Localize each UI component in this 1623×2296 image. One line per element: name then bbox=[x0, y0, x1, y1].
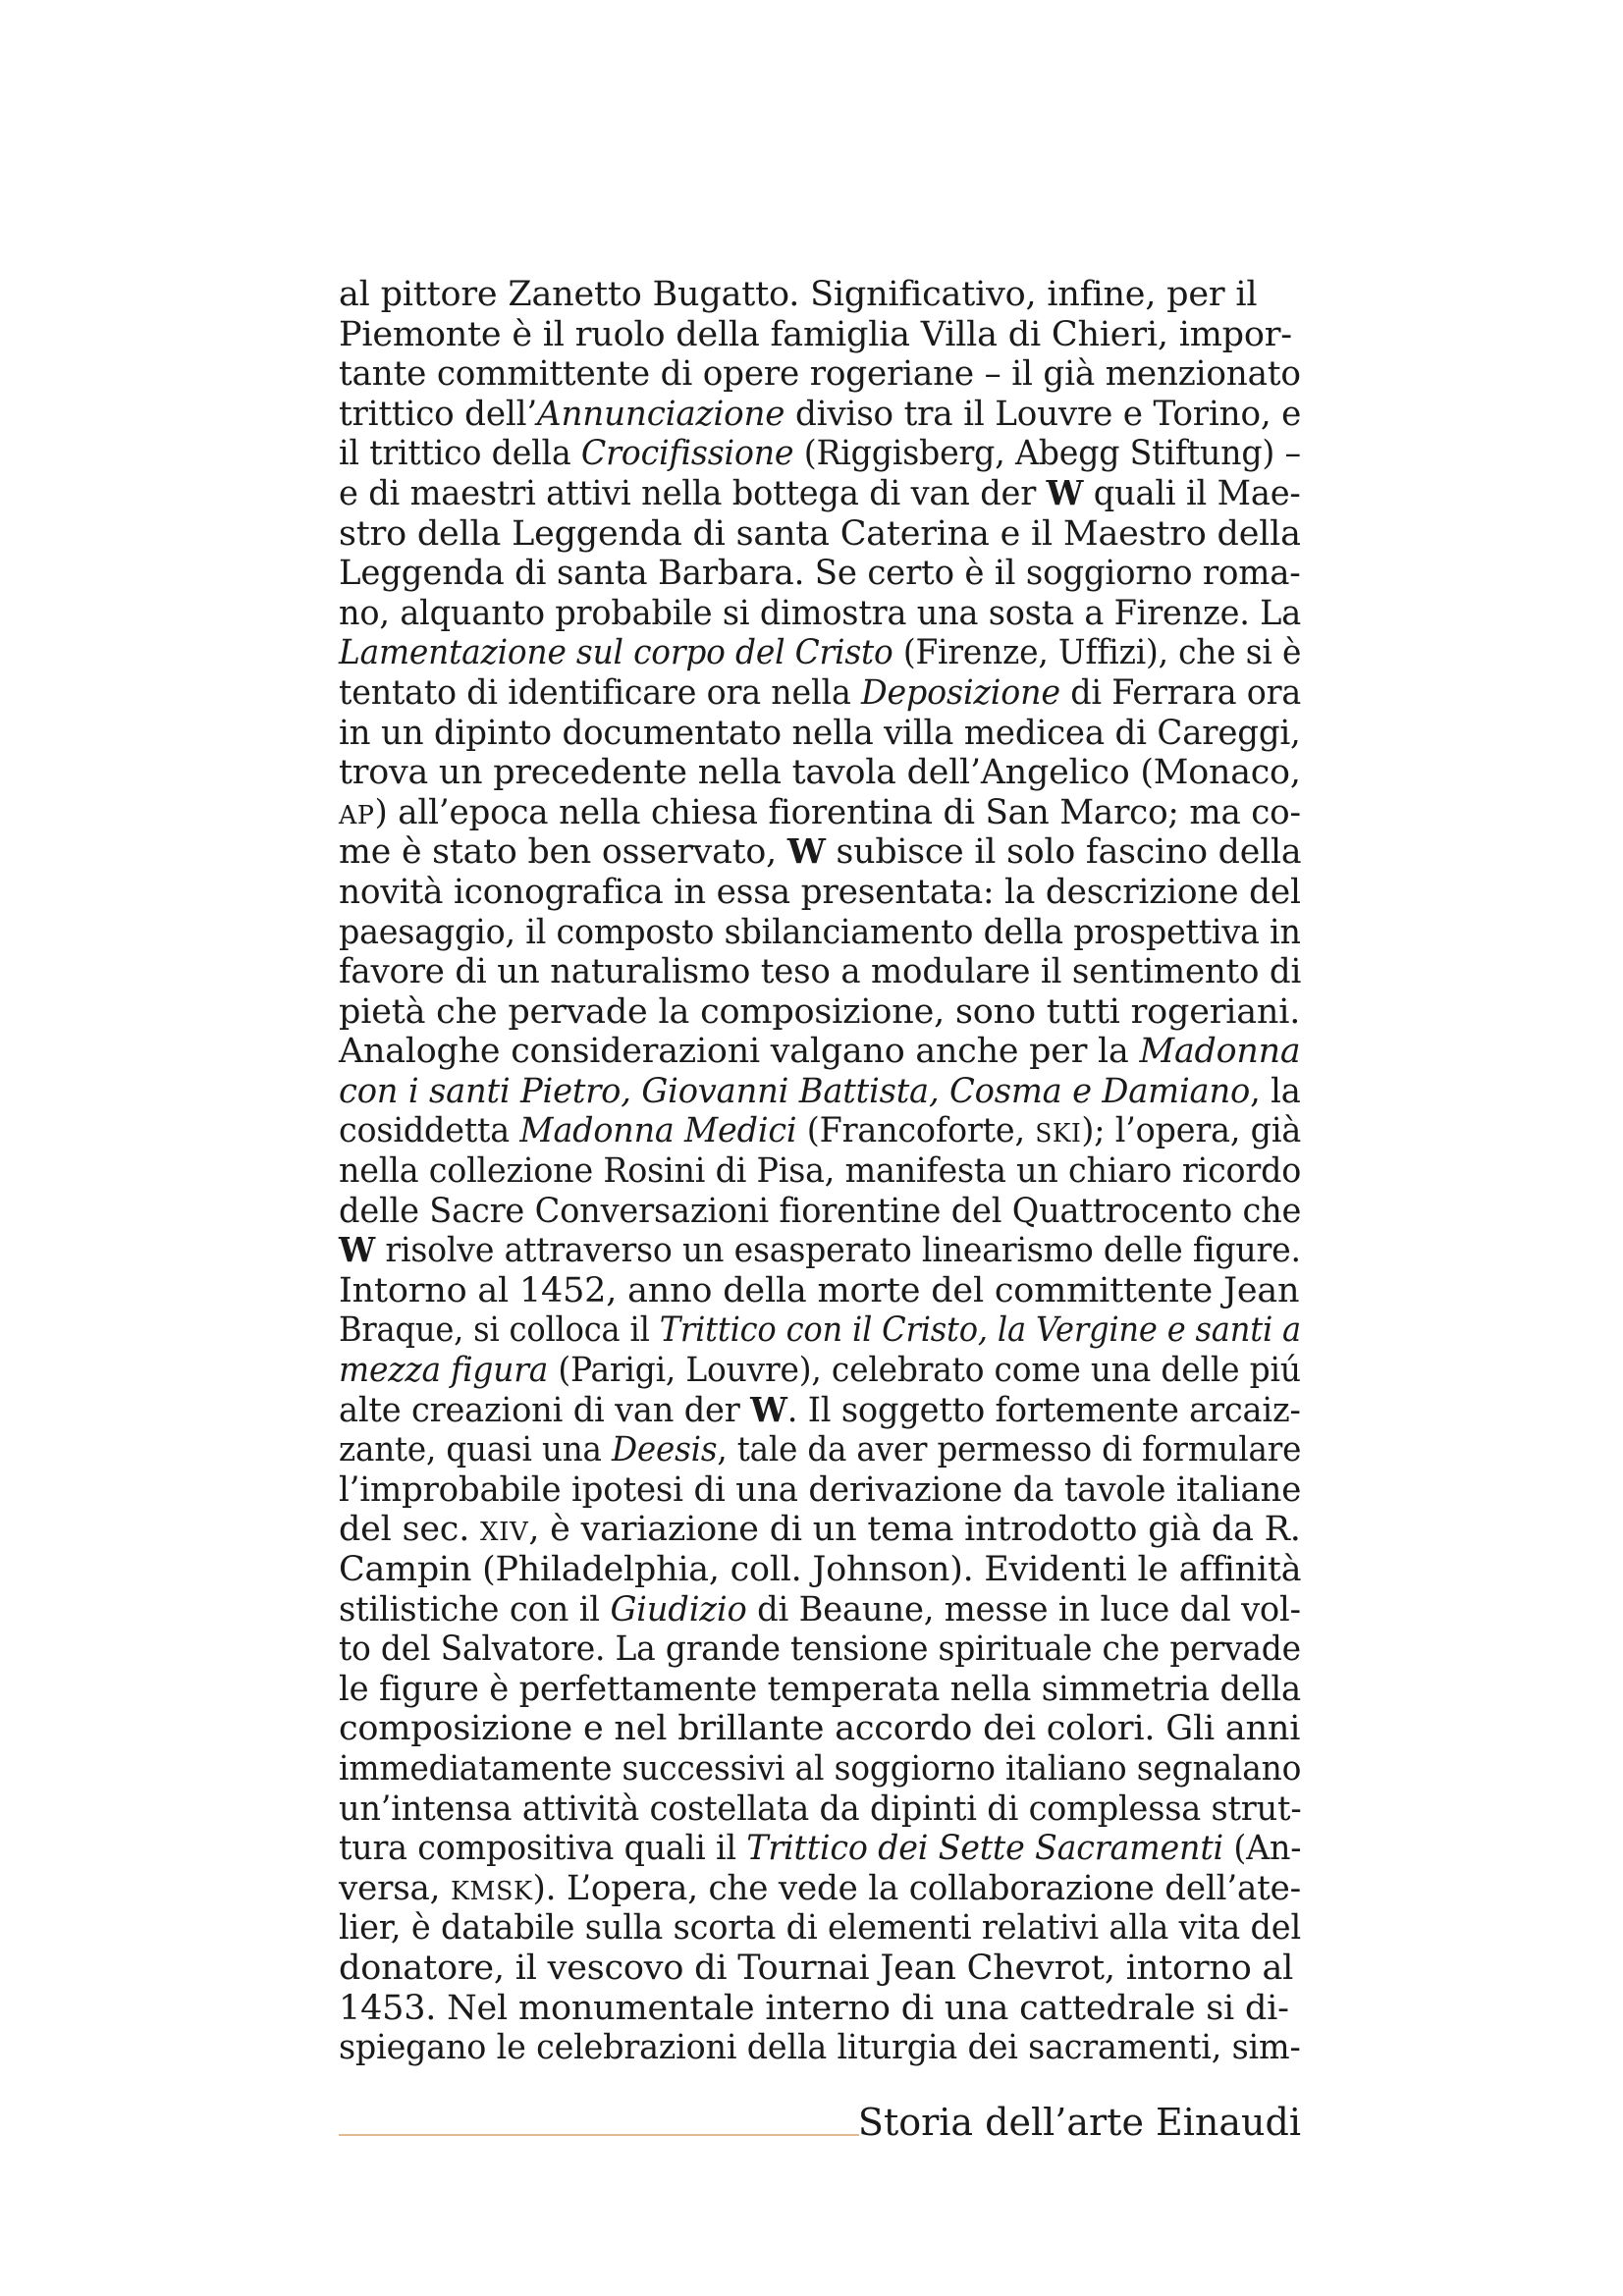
text-line bbox=[339, 872, 1301, 913]
footer-rule bbox=[339, 2134, 859, 2136]
text-segment: Lamentazione sul corpo del Cristo bbox=[339, 633, 893, 673]
text-segment: to del Salvatore. La grande tensione spirituale che pervade bbox=[339, 1629, 1301, 1670]
text-segment: il trittico della bbox=[339, 434, 581, 474]
text-segment: stilistiche con il bbox=[339, 1589, 611, 1629]
text-line bbox=[339, 1829, 1302, 1869]
text-segment: di Beaune, messe in luce dal vol- bbox=[746, 1589, 1301, 1629]
text-segment: donatore, il vescovo di Tournai Jean Chevrot, intorno al bbox=[339, 1948, 1294, 1988]
text-segment: SKI bbox=[1035, 1119, 1082, 1149]
text-segment: trova un precedente nella tavola dell’Angelico (Monaco, bbox=[339, 753, 1301, 793]
text-segment: Trittico con il Cristo, la Vergine e santi a bbox=[659, 1310, 1301, 1351]
text-line bbox=[339, 2028, 1301, 2068]
text-segment: . Il soggetto fortemente arcaiz- bbox=[786, 1390, 1301, 1430]
text-segment: subisce il solo fascino della bbox=[825, 832, 1302, 873]
text-segment: tura compositiva quali il bbox=[339, 1829, 747, 1869]
text-segment: , la bbox=[1250, 1071, 1301, 1111]
text-line bbox=[339, 1469, 1302, 1511]
text-line bbox=[339, 593, 1302, 634]
text-segment: composizione e nel brillante accordo dei colori. Gli anni bbox=[339, 1709, 1301, 1749]
text-line bbox=[339, 831, 1302, 873]
text-segment: AP bbox=[339, 800, 375, 830]
text-segment: versa, bbox=[339, 1868, 451, 1908]
text-segment: (Francoforte, bbox=[796, 1111, 1036, 1151]
text-segment: lier, è databile sulla scorta di elementi relativi alla vita del bbox=[339, 1908, 1302, 1949]
text-line bbox=[339, 1709, 1301, 1749]
text-segment: Leggenda di santa Barbara. Se certo è il soggiorno roma- bbox=[339, 554, 1301, 594]
text-segment: diviso tra il Louvre e Torino, e bbox=[784, 394, 1302, 434]
text-line bbox=[339, 672, 1301, 714]
text-segment: Giudizio bbox=[610, 1589, 747, 1629]
text-segment: con i santi Pietro, Giovanni Battista, Cosma e Damiano bbox=[339, 1071, 1251, 1111]
text-line bbox=[339, 792, 1301, 833]
text-segment: pietà che pervade la composizione, sono tutti rogeriani. bbox=[339, 991, 1301, 1032]
text-segment: XIV bbox=[480, 1518, 529, 1548]
text-segment: Braque, si colloca il bbox=[339, 1310, 660, 1351]
text-segment: immediatamente successivi al soggiorno italiano segnalano bbox=[339, 1748, 1302, 1789]
text-segment: Piemonte è il ruolo della famiglia Villa di Chieri, impor- bbox=[339, 314, 1292, 354]
text-line bbox=[339, 992, 1301, 1033]
text-segment: W bbox=[339, 1230, 375, 1271]
text-segment: Annunciazione bbox=[537, 394, 785, 434]
text-segment: al pittore Zanetto Bugatto. Significativo, infine, per il bbox=[339, 275, 1258, 314]
text-line bbox=[339, 713, 1301, 754]
text-segment: 1453. Nel monumentale interno di una cattedrale si di- bbox=[339, 1988, 1289, 2028]
text-line bbox=[339, 394, 1302, 435]
text-segment: me è stato ben osservato, bbox=[339, 832, 787, 873]
text-line bbox=[339, 315, 1301, 355]
text-segment: Campin (Philadelphia, coll. Johnson). Evidenti le affinità bbox=[339, 1550, 1302, 1589]
text-segment: tentato di identificare ora nella bbox=[339, 672, 862, 713]
text-segment: risolve attraverso un esasperato linearismo delle figure. bbox=[374, 1231, 1301, 1271]
text-segment: alte creazioni di van der bbox=[339, 1390, 751, 1430]
text-segment: paesaggio, il composto sbilanciamento della prospettiva in bbox=[339, 912, 1301, 952]
body-text bbox=[339, 275, 1301, 2068]
text-segment: novità iconografica in essa presentata: la descrizione del bbox=[339, 872, 1301, 912]
text-segment: no, alquanto probabile si dimostra una sosta a Firenze. La bbox=[339, 593, 1302, 633]
text-line bbox=[339, 1510, 1300, 1550]
text-segment: Madonna Medici bbox=[519, 1111, 797, 1151]
text-line bbox=[339, 1989, 1301, 2029]
text-segment: zante, quasi una bbox=[339, 1430, 612, 1470]
text-line bbox=[339, 472, 1301, 514]
text-line bbox=[339, 1949, 1301, 1989]
text-line bbox=[339, 1748, 1302, 1789]
text-line bbox=[339, 952, 1302, 992]
text-segment: W bbox=[1046, 472, 1084, 513]
text-segment: Trittico dei Sette Sacramenti bbox=[746, 1829, 1223, 1869]
text-line bbox=[339, 434, 1301, 474]
text-line bbox=[339, 1430, 1302, 1470]
text-line bbox=[339, 1629, 1301, 1670]
text-segment: quali il Mae- bbox=[1083, 473, 1301, 513]
text-line bbox=[339, 912, 1301, 953]
text-line bbox=[339, 354, 1301, 395]
text-line bbox=[339, 1111, 1302, 1151]
text-segment: Intorno al 1452, anno della morte del committente Jean bbox=[339, 1270, 1300, 1310]
text-segment: (Firenze, Uffizi), che si è bbox=[893, 633, 1302, 673]
text-segment: W bbox=[786, 831, 826, 873]
text-line bbox=[339, 1271, 1301, 1311]
text-line bbox=[339, 1191, 1302, 1232]
text-line bbox=[339, 633, 1302, 673]
text-segment: mezza figura bbox=[339, 1351, 549, 1391]
text-line bbox=[339, 1230, 1301, 1271]
text-segment: ). L’opera, che vede la collaborazione dell’ate- bbox=[532, 1868, 1302, 1908]
text-line bbox=[339, 1669, 1301, 1710]
text-segment: delle Sacre Conversazioni fiorentine del Quattrocento che bbox=[339, 1191, 1302, 1231]
text-segment: tante committente di opere rogeriane – il già menzionato bbox=[339, 354, 1301, 395]
text-line bbox=[339, 1310, 1301, 1351]
text-line bbox=[339, 1589, 1301, 1630]
text-segment: , tale da aver permesso di formulare bbox=[717, 1430, 1302, 1470]
text-line bbox=[339, 1789, 1302, 1830]
text-segment: favore di un naturalismo teso a modulare il sentimento di bbox=[339, 952, 1302, 992]
text-segment: W bbox=[750, 1389, 787, 1430]
page-footer bbox=[339, 2101, 1301, 2160]
text-segment: Analoghe considerazioni valgano anche per la bbox=[339, 1032, 1140, 1072]
text-segment: ) all’epoca nella chiesa fiorentina di San Marco; ma co- bbox=[374, 792, 1301, 832]
text-segment: un’intensa attività costellata da dipinti di complessa strut- bbox=[339, 1789, 1302, 1829]
text-segment: KMSK bbox=[450, 1876, 533, 1906]
text-segment: Crocifissione bbox=[580, 434, 794, 474]
text-line bbox=[339, 554, 1301, 594]
text-segment: spiegano le celebrazioni della liturgia dei sacramenti, sim- bbox=[339, 2028, 1301, 2068]
footer-title: Storia dell’arte Einaudi bbox=[857, 2101, 1301, 2144]
text-segment: le figure è perfettamente temperata nella simmetria della bbox=[339, 1669, 1301, 1709]
text-line bbox=[339, 1550, 1302, 1590]
text-segment: (Parigi, Louvre), celebrato come una delle piú bbox=[548, 1351, 1301, 1391]
text-line bbox=[339, 1151, 1302, 1192]
text-segment: (Riggisberg, Abegg Stiftung) – bbox=[793, 434, 1301, 474]
text-segment: trittico dell’ bbox=[339, 394, 538, 434]
text-segment: di Ferrara ora bbox=[1059, 672, 1301, 713]
text-segment: nella collezione Rosini di Pisa, manifesta un chiaro ricordo bbox=[339, 1151, 1302, 1192]
text-line bbox=[339, 514, 1300, 555]
text-segment: del sec. bbox=[339, 1510, 481, 1550]
text-segment: l’improbabile ipotesi di una derivazione da tavole italiane bbox=[339, 1469, 1302, 1510]
text-line bbox=[339, 1908, 1302, 1949]
text-line bbox=[339, 1351, 1301, 1391]
text-line bbox=[339, 1032, 1301, 1072]
text-line bbox=[339, 753, 1301, 793]
text-line bbox=[339, 1868, 1302, 1909]
text-segment: ); l’opera, già bbox=[1081, 1111, 1302, 1151]
text-segment: Madonna bbox=[1139, 1032, 1301, 1072]
text-segment: , è variazione di un tema introdotto già da R. bbox=[528, 1510, 1301, 1550]
text-line bbox=[339, 1071, 1301, 1112]
text-line bbox=[339, 275, 1301, 315]
text-segment: cosiddetta bbox=[339, 1111, 520, 1151]
text-segment: stro della Leggenda di santa Caterina e il Maestro della bbox=[339, 513, 1301, 554]
text-line bbox=[339, 1389, 1301, 1431]
text-segment: Deesis bbox=[611, 1430, 718, 1470]
text-segment: e di maestri attivi nella bottega di van der bbox=[339, 473, 1047, 513]
text-segment: (An- bbox=[1222, 1829, 1302, 1869]
text-segment: Deposizione bbox=[861, 672, 1060, 713]
text-segment: in un dipinto documentato nella villa medicea di Careggi, bbox=[339, 713, 1301, 753]
